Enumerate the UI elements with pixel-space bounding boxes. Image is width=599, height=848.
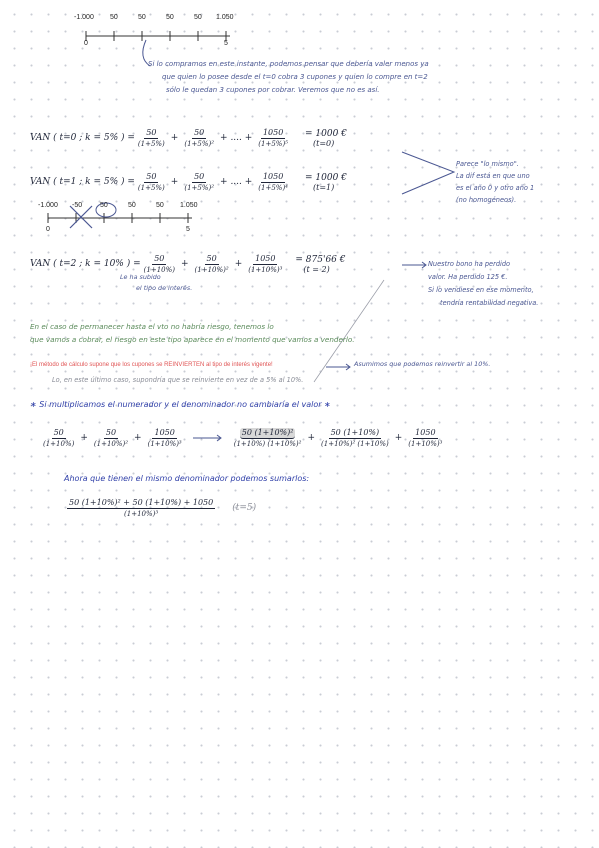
equation-sum <box>64 498 256 518</box>
eq5-den: (1+10%)³ <box>124 510 159 518</box>
eq4-right-term-3-den: (1+10%)³ <box>408 440 443 448</box>
section-title-sum: Ahora que tienen el mismo denominador podemos sumarlos: <box>64 474 310 483</box>
paragraph-risk-line-2: que vamos a cobrar, el riesgo en este tipo aparece en el momento que vamos a venderlo. <box>30 335 355 344</box>
timeline-top-value-3: 50 <box>166 14 174 21</box>
eq2-result: = 1000 € <box>305 172 347 183</box>
eq4-right-term-1 <box>234 428 302 448</box>
eq1-term-1 <box>138 128 165 148</box>
eq4-left-term-2-den: (1+10%)² <box>93 440 129 448</box>
paragraph-risk-line-1: En el caso de permanecer hasta el vto no habría riesgo, tenemos lo <box>30 322 274 331</box>
timeline-top-value-5: 1.050 <box>216 14 234 21</box>
eq2-term-2-num: 50 <box>194 172 205 181</box>
equation-van-t0: VAN ( t=0 ; k = 5% ) = $\frac{50}{(1+5\%)}$ + $\frac{50}{\text{(1+5\%)²}}$ + .... + $\frac{1050}{\text{(1+5\%)⁵}}$ = 1000 € (t=0) <box>30 128 347 148</box>
arrow-right-2 <box>324 362 354 372</box>
eq4-left-term-2 <box>94 428 128 448</box>
timeline-mid-end: 5 <box>186 226 190 233</box>
eq3-term-3-num: 1050 <box>255 254 276 263</box>
eq1-term-2 <box>184 128 214 148</box>
timeline-top-value-4: 50 <box>194 14 202 21</box>
eq4-left-term-3-den: (1+10%)³ <box>147 440 182 448</box>
eq3-term-1-num: 50 <box>154 254 165 263</box>
timeline-top-value-2: 50 <box>138 14 146 21</box>
eq3-sub: (t = 2) <box>303 264 330 274</box>
side-note-1-line-1: Parece "lo mismo". <box>456 160 519 168</box>
timeline-top-value-0: -1.000 <box>74 14 94 21</box>
eq1-label: VAN ( t=0 ; k = 5% ) = <box>30 133 135 143</box>
eq1-term-3-den: (1+5%)⁵ <box>258 140 288 148</box>
eq2-term-2-den: (1+5%)² <box>184 184 215 192</box>
equation-van-t1: VAN ( t=1 ; k = 5% ) = $\frac{50}{(1+5\%)}$ + $\frac{50}{\text{(1+5\%)²}}$ + .... + $\frac{1050}{\text{(1+5\%)⁴}}$ = 1000 € (t=1) <box>30 172 347 192</box>
eq4-right-term-3 <box>408 428 442 448</box>
side-note-1-line-2: La dif está en que uno <box>456 172 530 180</box>
eq4-right-term-2-den: (1+10%)² (1+10%) <box>321 440 389 448</box>
timeline-top-value-1: 50 <box>110 14 118 21</box>
eq4-left-term-1-den: (1+10%) <box>43 440 75 448</box>
eq3-underline-note-line-2: el tipo de interés. <box>136 284 193 292</box>
eq3-label: VAN ( t=2 ; k = 10% ) = <box>30 259 141 269</box>
side-note-2-line-1: Nuestro bono ha perdido <box>428 260 511 268</box>
eq3-term-3-den: (1+10%)³ <box>248 266 283 274</box>
eq4-right-term-3-num: 1050 <box>415 428 436 437</box>
eq3-term-1-den: (1+10%) <box>143 266 175 274</box>
side-note-2-line-3: Si lo vendiese en ese momento, <box>428 286 534 294</box>
timeline-top-end: 5 <box>224 40 228 47</box>
eq4-right-term-2-num: 50 (1+10%) <box>330 428 380 437</box>
eq2-term-2 <box>184 172 214 192</box>
timeline-top-start: 0 <box>84 40 88 47</box>
timeline-mid-value-2: 50 <box>100 202 108 209</box>
eq3-underline-note <box>120 272 192 294</box>
eq2-term-1-num: 50 <box>146 172 157 181</box>
paragraph-risk <box>30 320 355 346</box>
timeline-mid-value-0: -1.000 <box>38 202 58 209</box>
grey-note: Lo, en este último caso, supondría que se reinvierte en vez de a 5% al 10%. <box>52 376 304 384</box>
equation-common-denominator: $\frac{50}{(1+10\%)}$ + $\frac{50}{\text{(1+10\%)²}}$ + $\frac{1050}{\text{(1+10\%)³}}$ $\frac{\text{50 (1+10\%)²}}{\text{(1+10\%) (1+10\%)²}}$ + $\frac{50 (1+10\%)}{\text{(1+10\%)² (1+10\%)}}$ + $\frac{1050}{\text{(1+10\%)³}}$ <box>43 428 443 448</box>
arrow-right-1 <box>400 260 430 270</box>
side-note-1 <box>456 158 534 206</box>
eq2-term-3-den: (1+5%)⁴ <box>258 184 288 192</box>
timeline-mid-value-1: -50 <box>72 202 83 209</box>
eq4-right-term-1-num: 50 (1+10%)² <box>241 428 294 437</box>
side-note-2 <box>428 258 538 310</box>
eq1-sub: (t=0) <box>313 138 335 148</box>
eq1-term-3-num: 1050 <box>262 128 284 137</box>
section-title-multiply: ∗ Si multiplicamos el numerador y el denominador no cambiaría el valor ∗ <box>30 400 331 409</box>
eq1-term-1-den: (1+5%) <box>137 140 165 148</box>
eq2-term-3-num: 1050 <box>262 172 284 181</box>
eq3-term-3 <box>248 254 282 274</box>
side-note-1-line-3: es el año 0 y otro año 1 <box>456 184 535 192</box>
note-intro <box>148 58 429 97</box>
eq4-right-term-1-den: (1+10%) (1+10%)² <box>233 440 302 448</box>
note-intro-line-1: Si lo compramos en este instante, podemos pensar que debería valer menos ya <box>148 60 429 68</box>
eq3-term-2-num: 50 <box>206 254 217 263</box>
note-intro-line-2: que quien lo posee desde el t=0 cobra 3 cupones y quien lo compre en t=2 <box>162 73 428 81</box>
eq3-result: = 875'66 € <box>295 254 346 265</box>
eq1-result: = 1000 € <box>305 128 347 139</box>
eq4-left-term-2-num: 50 <box>105 428 117 437</box>
red-warning: ¡El método de cálculo supone que los cupones se REINVIERTEN al tipo de interés vigente! <box>30 362 273 368</box>
eq5-num: 50 (1+10%)² + 50 (1+10%) + 1050 <box>69 498 214 507</box>
note-intro-line-3: sólo le quedan 3 cupones por cobrar. Veremos que no es así. <box>166 86 380 94</box>
eq1-term-1-num: 50 <box>146 128 157 137</box>
eq1-dots: + .... + <box>220 133 253 143</box>
eq4-left-term-1-num: 50 <box>53 428 64 437</box>
eq2-dots: + .... + <box>220 177 253 187</box>
eq3-term-2 <box>195 254 229 274</box>
eq5-fraction <box>67 498 215 518</box>
eq5-tag: (t=5) <box>232 503 257 513</box>
eq2-sub: (t=1) <box>313 182 335 192</box>
timeline-mid-value-5: 1.050 <box>180 202 198 209</box>
eq1-term-2-num: 50 <box>194 128 205 137</box>
timeline-mid-start: 0 <box>46 226 50 233</box>
eq4-left-term-3 <box>148 428 182 448</box>
side-note-1-line-4: (no homogéneos). <box>456 196 517 204</box>
side-note-2-line-4: tendría rentabilidad negativa. <box>440 299 539 307</box>
eq2-term-3 <box>258 172 288 192</box>
eq2-term-1-den: (1+5%) <box>137 184 165 192</box>
eq4-left-term-3-num: 1050 <box>154 428 175 437</box>
eq4-left-term-1 <box>43 428 74 448</box>
arrow-right-3 <box>191 433 225 443</box>
eq2-term-1 <box>138 172 165 192</box>
eq4-right-term-2 <box>321 428 389 448</box>
equation-van-t2: VAN ( t=2 ; k = 10% ) = $\frac{50}{(1+10\%)}$ + $\frac{50}{\text{(1+10\%)²}}$ + $\frac{1050}{\text{(1+10\%)³}}$ = 875'66 € (t = 2) <box>30 254 346 274</box>
red-arrow-note: Asumimos que podemos reinvertir al 10%. <box>354 360 491 368</box>
side-note-2-line-2: valor. Ha perdido 125 €. <box>428 273 508 281</box>
timeline-mid-value-3: 50 <box>128 202 136 209</box>
eq2-label: VAN ( t=1 ; k = 5% ) = <box>30 177 135 187</box>
eq3-term-1 <box>144 254 175 274</box>
bracket-arrow-1 <box>400 148 460 202</box>
eq3-underline-note-line-1: Le ha subido <box>120 273 161 281</box>
eq3-term-2-den: (1+10%)² <box>194 266 229 274</box>
eq1-term-3 <box>258 128 288 148</box>
timeline-mid-value-4: 50 <box>156 202 164 209</box>
eq1-term-2-den: (1+5%)² <box>184 140 215 148</box>
